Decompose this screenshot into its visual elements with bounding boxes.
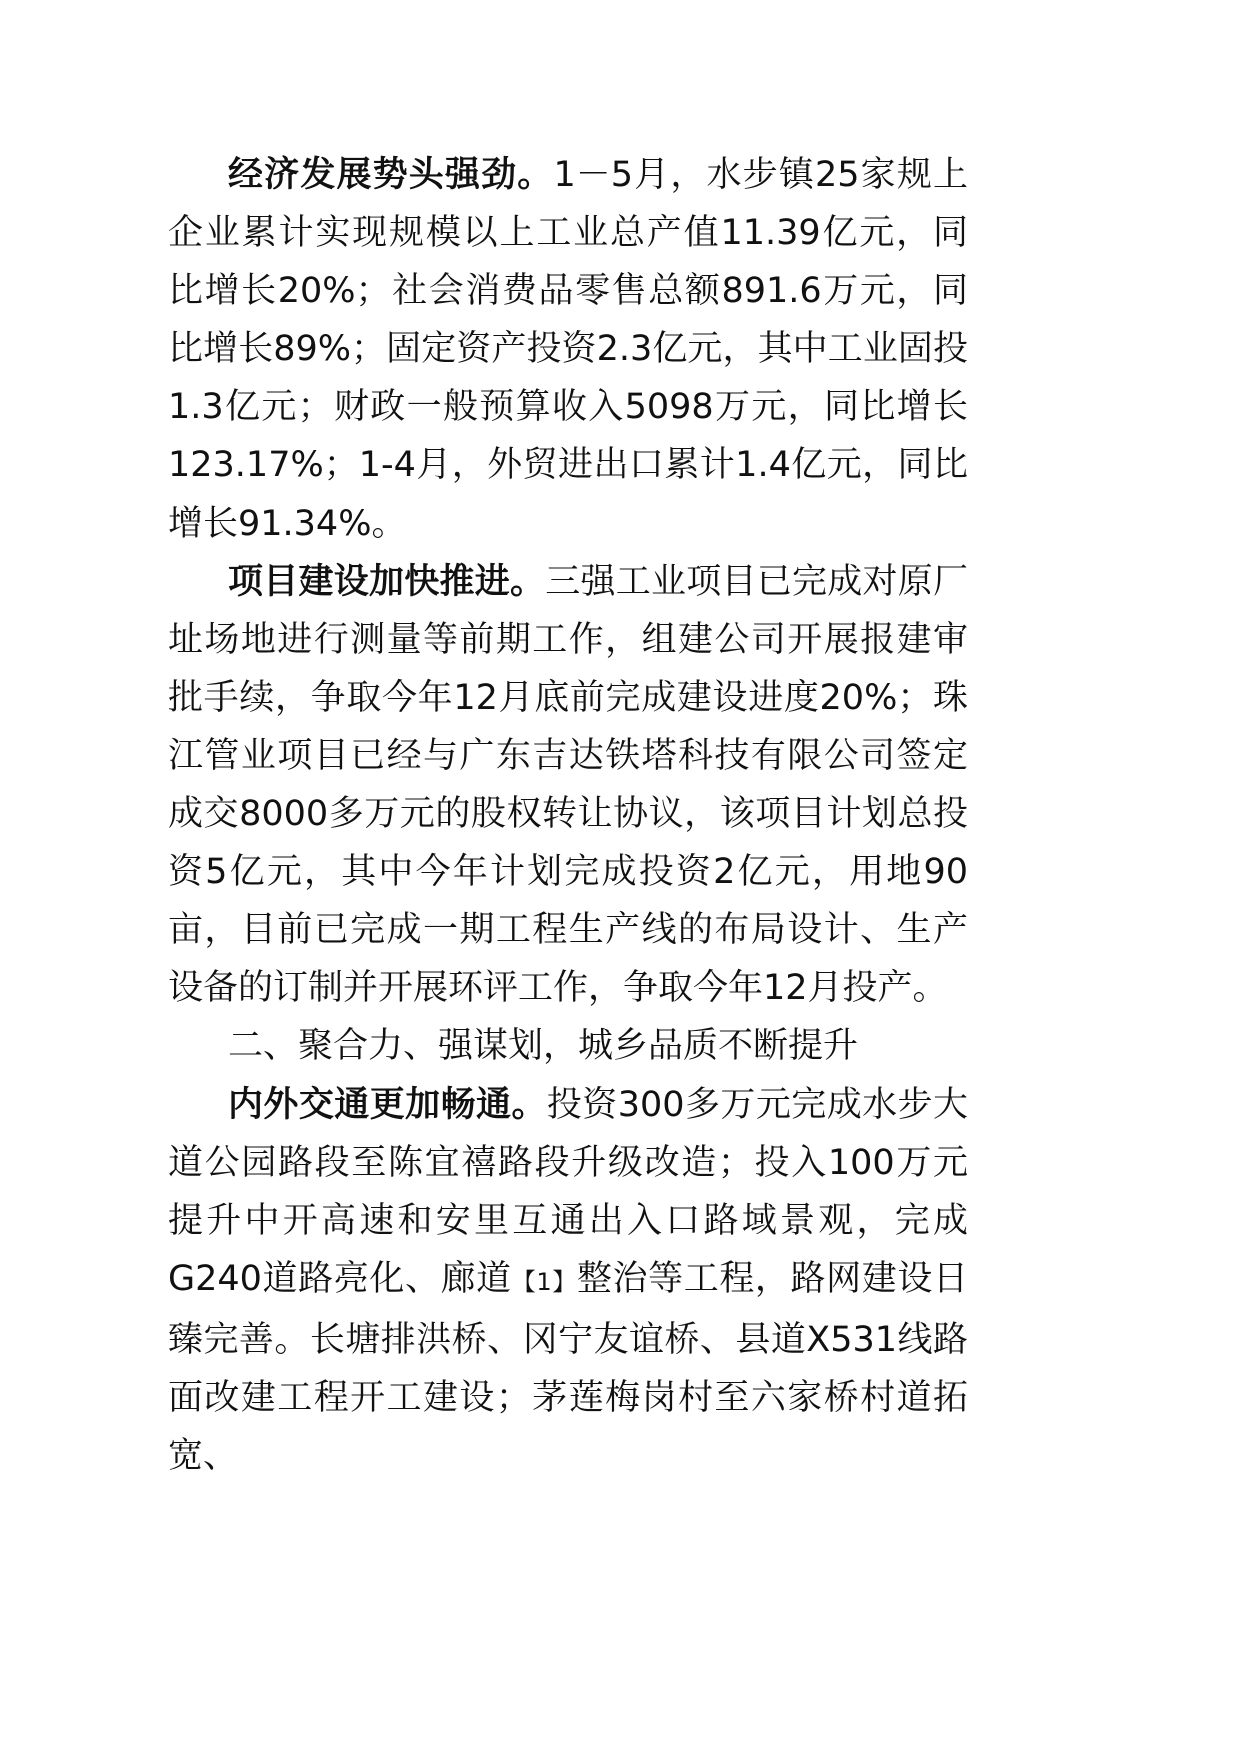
paragraph [168,146,968,553]
paragraph-text: 1－5月，水步镇25家规上企业累计实现规模以上工业总产值11.39亿元，同比增长20%；社会消费品零售总额891.6万元，同比增长89%；固定资产投资2.3亿元，其中工业固投1.3亿元；财政一般预算收入5098万元，同比增长123.17%；1-4月，外贸进出口累计1.4亿元，同比增长91.34%。 [168,155,968,544]
paragraph [168,1076,968,1486]
body-text [168,146,968,1485]
paragraph-lead-heading: 经济发展势头强劲。 [228,155,554,195]
paragraph-lead-heading: 内外交通更加畅通。 [228,1084,547,1125]
paragraph-text: 投资300多万元完成水步大道公园路段至陈宜禧路段升级改造；投入100万元提升中开高速和安里互通出入口路域景观，完成G240道路亮化、廊道 [168,1084,968,1299]
paragraph [168,1017,968,1075]
footnote-reference: 【1】 [511,1267,577,1296]
paragraph-text: 整治等工程，路网建设日臻完善。长塘排洪桥、冈宁友谊桥、县道X531线路面改建工程开工建设；茅莲梅岗村至六家桥村道拓宽、 [168,1258,968,1477]
paragraph-text: 三强工业项目已完成对原厂址场地进行测量等前期工作，组建公司开展报建审批手续，争取今年12月底前完成建设进度20%；珠江管业项目已经与广东吉达铁塔科技有限公司签定成交8000多万元的股权转让协议，该项目计划总投资5亿元，其中今年计划完成投资2亿元，用地90亩，目前已完成一期工程生产线的布局设计、生产设备的订制并开展环评工作，争取今年12月投产。 [168,561,968,1009]
paragraph [168,553,968,1018]
paragraph-text: 二、聚合力、强谋划，城乡品质不断提升 [228,1026,859,1067]
paragraph-lead-heading: 项目建设加快推进。 [228,561,546,602]
